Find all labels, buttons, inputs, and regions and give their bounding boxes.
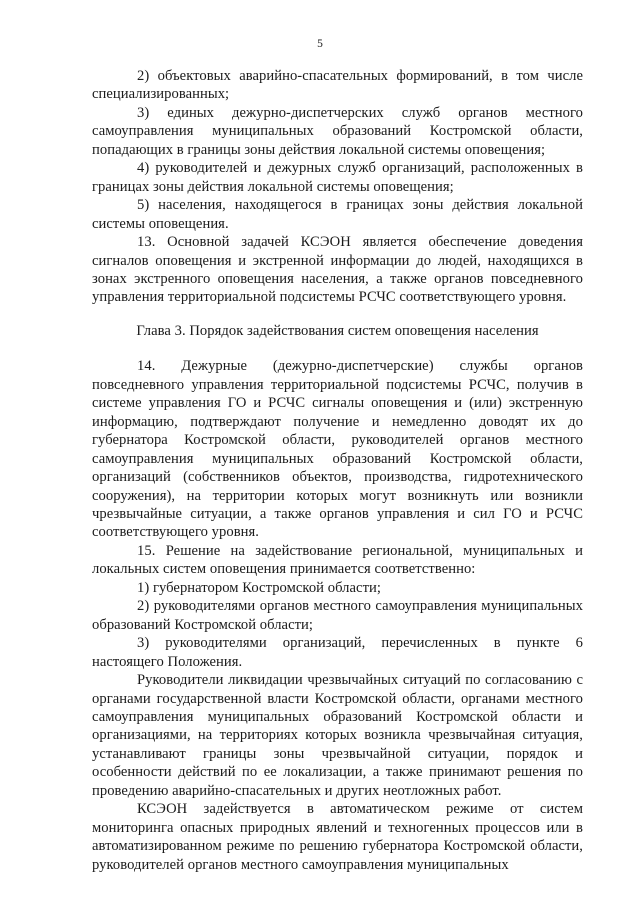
paragraph-item-3-organization-heads: 3) руководителями организаций, перечисленных в пункте 6 настоящего Положения. (92, 635, 583, 670)
paragraph-item-2-local-government-heads: 2) руководителями органов местного самоуправления муниципальных образований Костромской области; (92, 598, 583, 633)
paragraph-section-14: 14. Дежурные (дежурно-диспетчерские) службы органов повседневного управления территориальной подсистемы РСЧС, получив в системе управления ГО и РСЧС сигналы оповещения и (или) экстренную информацию, подтверждают получение и немедленно доводят их до губернатора Костромской области, руководителей органов местного самоуправления муниципальных образований Костромской области, организаций (собственников объектов, производства, гидротехнического сооружения), на территории которых могут возникнуть или возникли чрезвычайные ситуации, а также органов управления и сил ГО и РСЧС соответствующего уровня. (92, 358, 583, 541)
paragraph-section-13: 13. Основной задачей КСЭОН является обеспечение доведения сигналов оповещения и экстренной информации до людей, находящихся в зонах экстренного оповещения населения, а также органов повседневного управления территориальной подсистемы РСЧС соответствующего уровня. (92, 234, 583, 306)
paragraph-item-1-governor: 1) губернатором Костромской области; (137, 579, 381, 596)
paragraph-item-4-organization-heads: 4) руководителей и дежурных служб организаций, расположенных в границах зоны действия локальной системы оповещения; (92, 160, 583, 195)
paragraph-item-5-population: 5) населения, находящегося в границах зоны действия локальной системы оповещения. (92, 197, 583, 232)
page-number: 5 (317, 38, 323, 50)
paragraph-section-15: 15. Решение на задействование региональной, муниципальных и локальных систем оповещения принимается соответственно: (92, 542, 583, 578)
paragraph-item-2-object-rescue-units: 2) объектовых аварийно-спасательных формирований, в том числе специализированных; (92, 68, 583, 103)
paragraph-ksseon-activation: КСЭОН задействуется в автоматическом режиме от систем мониторинга опасных природных явлений и техногенных процессов или в автоматизированном режиме по решению губернатора Костромской области, руководителей органов местного самоуправления муниципальных (92, 801, 583, 873)
document-body (92, 67, 583, 874)
paragraph-emergency-liquidation-heads: Руководители ликвидации чрезвычайных ситуаций по согласованию с органами государственной власти Костромской области, органами местного самоуправления муниципальных образований Костромской области и организациями, на территориях которых возникла чрезвычайная ситуация, устанавливают границы зоны чрезвычайной ситуации, порядок и особенности действий по ее локализации, а также принимают решения по проведению аварийно-спасательных и других неотложных работ. (92, 672, 583, 799)
paragraph-item-3-edds: 3) единых дежурно-диспетчерских служб органов местного самоуправления муниципальных образований Костромской области, попадающих в границы зоны действия локальной системы оповещения; (92, 104, 583, 158)
chapter-heading: Глава 3. Порядок задействования систем оповещения населения (136, 322, 539, 339)
